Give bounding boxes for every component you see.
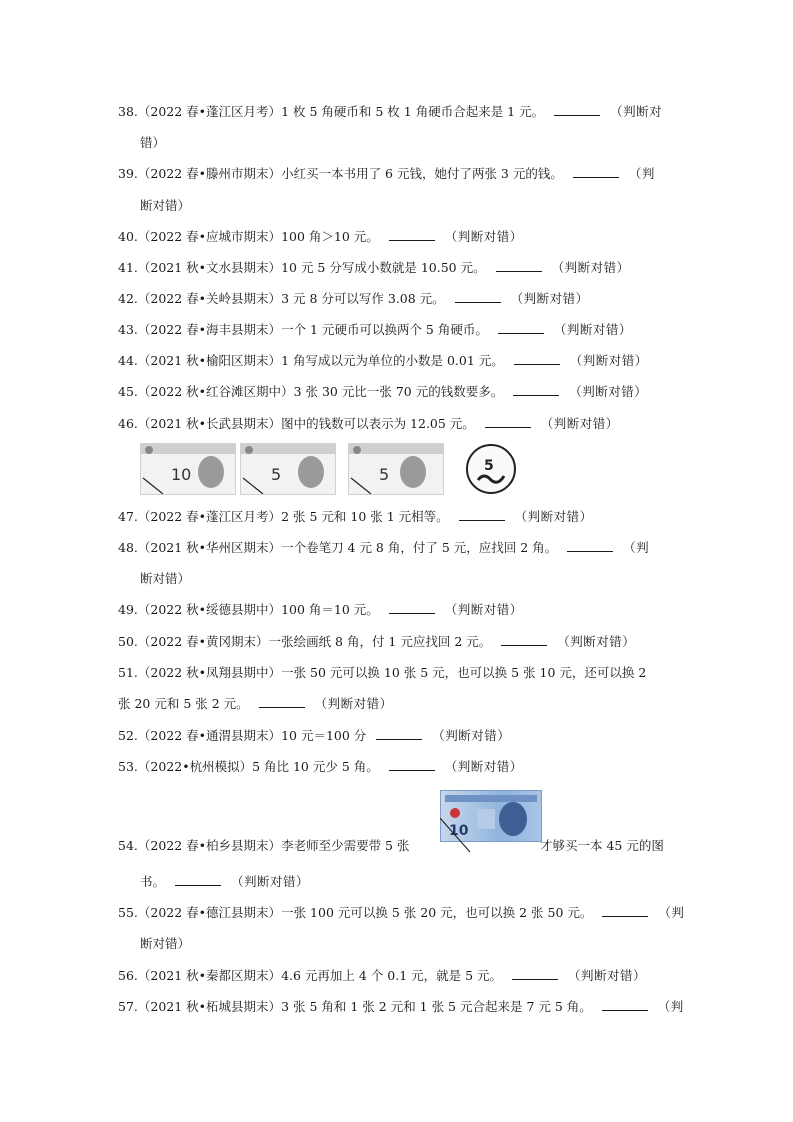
q-number: 45. [118,384,138,399]
question-57 [118,998,684,1016]
q-number: 50. [118,634,138,649]
q-note: （判 [628,166,655,181]
q-number: 41. [118,260,138,275]
q-source: （2021 秋•文水县期末） [137,260,282,275]
q-number: 47. [118,509,138,524]
answer-blank[interactable] [485,415,531,428]
q-text-cont: 张 20 元和 5 张 2 元。 [118,696,249,711]
q-note-cont: 断对错） [140,936,191,951]
q-note: （判断对错） [553,322,632,337]
q-note: （判断对错） [444,759,523,774]
question-43 [118,321,678,339]
answer-blank[interactable] [455,290,501,303]
question-47 [118,508,678,526]
q-source: （2022 春•通渭县期末） [137,728,282,743]
q-text: 4.6 元再加上 4 个 0.1 元，就是 5 元。 [281,968,503,983]
q-source: （2022 春•柏乡县期末） [137,838,282,853]
answer-blank[interactable] [513,383,559,396]
question-39 [118,165,678,183]
q-text: 一张 100 元可以换 5 张 20 元，也可以换 2 张 50 元。 [281,905,593,920]
q-note: （判断对错） [540,416,619,431]
q-text: 10 元＝100 分 [281,728,367,743]
q-text: 一个 1 元硬币可以换两个 5 角硬币。 [281,322,488,337]
q-note: （判断对错） [569,353,648,368]
question-42 [118,290,678,308]
answer-blank[interactable] [498,321,544,334]
svg-text:5: 5 [484,458,494,474]
q-source: （2022 秋•绥德县期中） [137,602,282,617]
question-50 [118,633,678,651]
q-note: （判断对错） [568,968,647,983]
question-44 [118,352,678,370]
q-note-cont: 错） [140,135,166,150]
coin-image [466,444,516,494]
q-text: 小红买一本书用了 6 元钱，她付了两张 3 元的钱。 [281,166,563,181]
q-number: 56. [118,968,138,983]
q-number: 38. [118,104,138,119]
question-55-cont [140,935,700,953]
question-54-cont [140,873,700,891]
q-text-after-image: 才够买一本 45 元的图 [540,838,664,853]
q-source: （2022 春•滕州市期末） [137,166,282,181]
q-number: 48. [118,540,138,555]
q-text: 5 角比 10 元少 5 角。 [252,759,379,774]
q-note: （判断对 [610,104,663,119]
banknote-image [240,443,336,495]
question-48-cont [140,570,700,588]
svg-text:10: 10 [171,465,192,484]
question-38-cont [140,134,700,152]
q-text: 一个卷笔刀 4 元 8 角，付了 5 元，应找回 2 角。 [281,540,558,555]
question-49 [118,601,678,619]
banknote-art [349,444,443,494]
q-text: 3 张 30 元比一张 70 元的钱数要多。 [293,384,504,399]
q-number: 52. [118,728,138,743]
q-number: 54. [118,838,138,853]
question-53 [118,758,678,776]
answer-blank[interactable] [514,352,560,365]
q-number: 40. [118,229,138,244]
answer-blank[interactable] [554,103,600,116]
question-40 [118,228,678,246]
question-39-cont [140,197,700,215]
q-note: （判断对错） [314,696,393,711]
svg-text:10: 10 [449,823,469,839]
q-source: （2021 秋•长武县期末） [137,416,282,431]
q-source: （2021 秋•华州区期末） [137,540,282,555]
question-46 [118,415,678,433]
q-text: 一张 50 元可以换 10 张 5 元，也可以换 5 张 10 元，还可以换 2 [281,665,647,680]
q-source: （2022 春•黄冈期末） [137,634,269,649]
banknote-art [241,444,335,494]
q-note: （判 [657,999,684,1014]
answer-blank[interactable] [567,539,613,552]
q-text: 100 角＞10 元。 [281,229,379,244]
q-text: 图中的钱数可以表示为 12.05 元。 [281,416,475,431]
q-source: （2022 春•海丰县期末） [137,322,282,337]
q-number: 55. [118,905,138,920]
svg-text:5: 5 [271,465,282,484]
q-source: （2022 秋•红谷滩区期中） [137,384,294,399]
answer-blank[interactable] [175,873,221,886]
q-text: 100 角＝10 元。 [281,602,379,617]
q-source: （2022 春•蓬江区月考） [137,509,282,524]
q-text: 10 元 5 分写成小数就是 10.50 元。 [281,260,486,275]
q-source: （2022 春•蓬江区月考） [137,104,282,119]
q-note-cont: 断对错） [140,198,191,213]
svg-text:5: 5 [379,465,390,484]
q-text: 一张绘画纸 8 角，付 1 元应找回 2 元。 [268,634,492,649]
answer-blank[interactable] [512,967,558,980]
q-number: 39. [118,166,138,181]
question-56 [118,967,678,985]
q-note: （判 [658,905,685,920]
q-text: 3 张 5 角和 1 张 2 元和 1 张 5 元合起来是 7 元 5 角。 [281,999,592,1014]
q-number: 43. [118,322,138,337]
q-note: （判断对错） [510,291,589,306]
question-41 [118,259,678,277]
q-number: 46. [118,416,138,431]
q-text: 2 张 5 元和 10 张 1 元相等。 [281,509,449,524]
q-source: （2022 春•应城市期末） [137,229,282,244]
question-48 [118,539,678,557]
q-number: 53. [118,759,138,774]
question-51 [118,664,678,682]
q-note-cont: 断对错） [140,571,191,586]
q-source: （2022 春•德江县期末） [137,905,282,920]
q-source: （2021 秋•榆阳区期末） [137,353,282,368]
banknote-art [141,444,235,494]
q-text: 3 元 8 分可以写作 3.08 元。 [281,291,445,306]
question-51-cont [118,695,678,713]
q-number: 57. [118,999,138,1014]
q-note: （判断对错） [231,874,310,889]
answer-blank[interactable] [602,998,648,1011]
q-note: （判断对错） [569,384,648,399]
q-source: （2021 秋•柘城县期末） [137,999,282,1014]
q-note: （判断对错） [432,728,511,743]
question-38 [118,103,678,121]
q-number: 42. [118,291,138,306]
q-note: （判断对错） [551,260,630,275]
q-text: 1 枚 5 角硬币和 5 枚 1 角硬币合起来是 1 元。 [281,104,545,119]
q-source: （2022 春•关岭县期末） [137,291,282,306]
answer-blank[interactable] [459,508,505,521]
answer-blank[interactable] [376,727,422,740]
answer-blank[interactable] [389,601,435,614]
banknote-image [348,443,444,495]
q-text: 李老师至少需要带 5 张 [281,838,410,853]
q-note: （判断对错） [557,634,636,649]
q-source: （2021 秋•秦都区期末） [137,968,282,983]
q-text: 1 角写成以元为单位的小数是 0.01 元。 [281,353,504,368]
q-note: （判断对错） [514,509,593,524]
question-54-after-image [540,837,680,855]
q-note: （判断对错） [444,229,523,244]
question-55 [118,904,685,922]
question-45 [118,383,678,401]
answer-blank[interactable] [496,259,542,272]
answer-blank[interactable] [501,633,547,646]
question-52 [118,727,678,745]
q-number: 51. [118,665,138,680]
answer-blank[interactable] [259,695,305,708]
answer-blank[interactable] [389,758,435,771]
q-note: （判断对错） [444,602,523,617]
banknote-image [140,443,236,495]
answer-blank[interactable] [573,165,619,178]
money-image-row [140,443,520,495]
q-source: （2022•杭州模拟） [137,759,253,774]
q-text-cont: 书。 [140,874,166,889]
q-note: （判 [623,540,650,555]
answer-blank[interactable] [389,228,435,241]
q-number: 49. [118,602,138,617]
answer-blank[interactable] [602,904,648,917]
q-number: 44. [118,353,138,368]
q-source: （2022 秋•凤翔县期中） [137,665,282,680]
coin-art [468,446,514,492]
